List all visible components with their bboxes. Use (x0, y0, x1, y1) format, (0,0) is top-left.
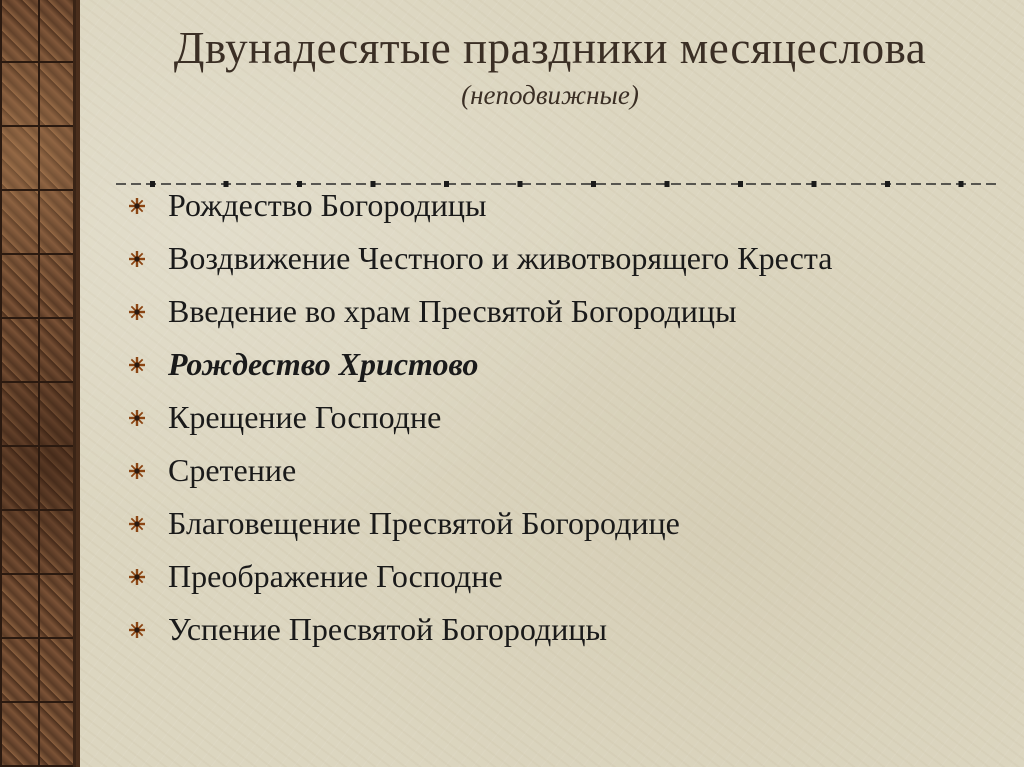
list-item (128, 186, 988, 225)
list-item (128, 345, 988, 384)
list-item (128, 557, 988, 596)
list-item-label: Сретение (168, 452, 297, 488)
feasts-list (128, 186, 988, 663)
star-bullet-icon (128, 409, 146, 427)
star-bullet-icon (128, 250, 146, 268)
list-item-label: Введение во храм Пресвятой Богородицы (168, 293, 737, 329)
star-bullet-icon (128, 462, 146, 480)
list-item-label: Рождество Богородицы (168, 187, 487, 223)
list-item-label: Преображение Господне (168, 558, 503, 594)
slide-title: Двунадесятые праздники месяцеслова (173, 23, 927, 73)
list-item-label: Воздвижение Честного и животворящего Креста (168, 240, 833, 276)
star-bullet-icon (128, 197, 146, 215)
list-item-label: Рождество Христово (168, 346, 479, 382)
star-bullet-icon (128, 515, 146, 533)
list-item (128, 504, 988, 543)
list-item (128, 610, 988, 649)
star-bullet-icon (128, 621, 146, 639)
star-bullet-icon (128, 356, 146, 374)
list-item-label: Успение Пресвятой Богородицы (168, 611, 608, 647)
decorative-side-strip (0, 0, 76, 767)
list-item (128, 292, 988, 331)
list-item (128, 398, 988, 437)
star-bullet-icon (128, 568, 146, 586)
list-item (128, 451, 988, 490)
list-item-label: Благовещение Пресвятой Богородице (168, 505, 680, 541)
star-bullet-icon (128, 303, 146, 321)
list-item-label: Крещение Господне (168, 399, 442, 435)
slide-subtitle: (неподвижные) (461, 80, 639, 110)
list-item (128, 239, 988, 278)
